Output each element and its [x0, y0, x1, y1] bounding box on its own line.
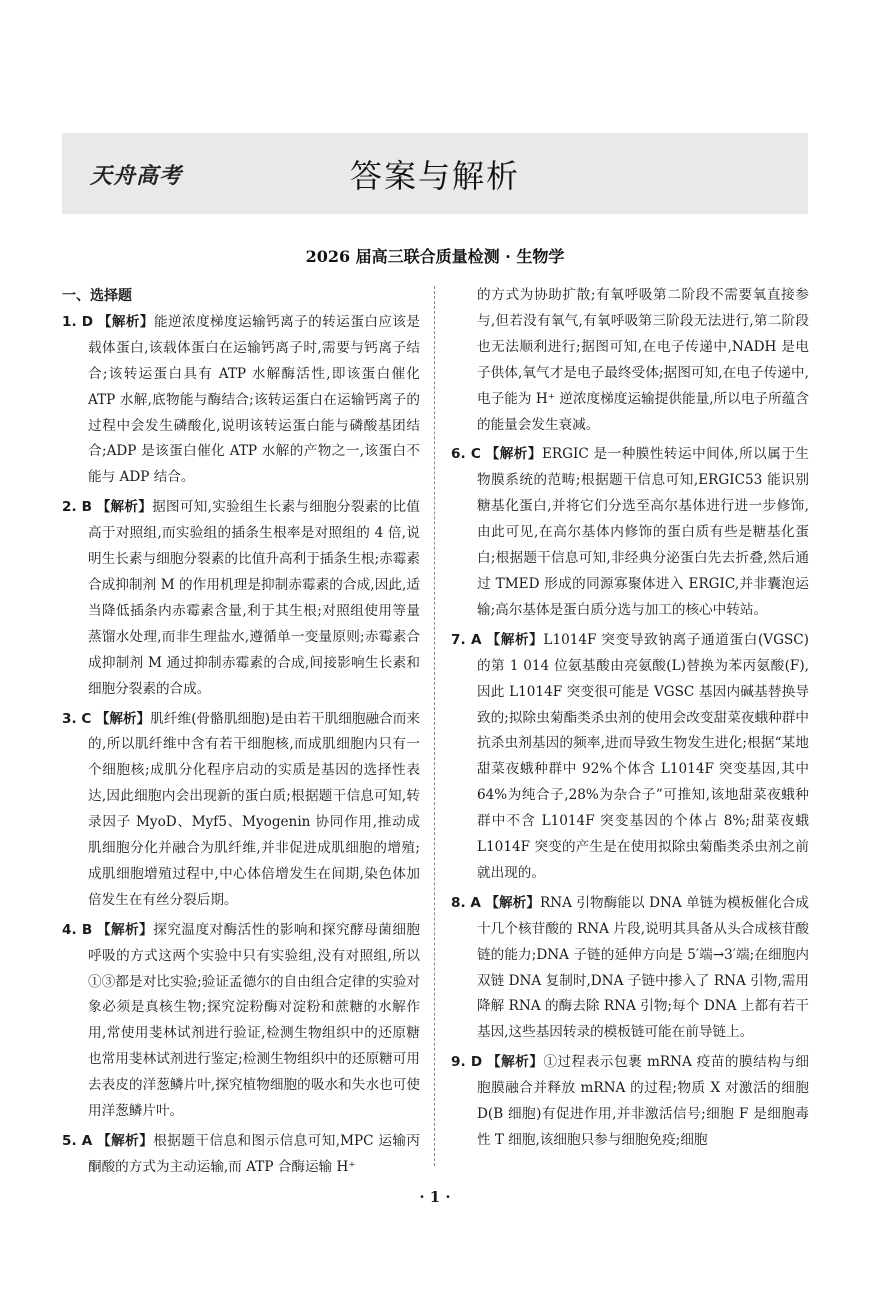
- answer-text: ERGIC 是一种膜性转运中间体,所以属于生物膜系统的范畴;根据题干信息可知,ERGIC53 能识别糖基化蛋白,并将它们分选至高尔基体进行进一步修饰,由此可见,在高尔基体内修饰的蛋白质有些是糖基化蛋白;根据题干信息可知,非经典分泌蛋白先去折叠,然后通过 TMED 形成的同源寡聚体进入 ERGIC,并非囊泡运输;高尔基体是蛋白质分选与加工的核心中转站。: [477, 446, 810, 618]
- analysis-tag: 【解析】: [487, 1054, 544, 1071]
- answer-text: 探究温度对酶活性的影响和探究酵母菌细胞呼吸的方式这两个实验中只有实验组,没有对照组,所以①③都是对比实验;验证孟德尔的自由组合定律的实验对象必须是真核生物;探究淀粉酶对淀粉和蔗糖的水解作用,常使用斐林试剂进行验证,检测生物组织中的还原糖也常用斐林试剂进行鉴定;检测生物组织中的还原糖可用去表皮的洋葱鳞片叶,探究植物细胞的吸水和失水也可使用洋葱鳞片叶。: [88, 921, 421, 1120]
- question-3: [62, 707, 420, 914]
- question-5: [62, 1129, 420, 1181]
- question-1: [62, 310, 420, 491]
- analysis-tag: 【解析】: [485, 446, 542, 463]
- right-column: [451, 283, 809, 1158]
- answer-text: 的方式为协助扩散;有氧呼吸第二阶段不需要氧直接参与,但若没有氧气,有氧呼吸第三阶段无法进行,第二阶段也无法顺利进行;据图可知,在电子传递中,NADH 是电子供体,氧气才是电子最终受体;据图可知,在电子传递中,电子能为 H⁺ 逆浓度梯度运输提供能量,所以电子所蕴含的能量会发生衰减。: [477, 287, 809, 433]
- answer-text: 肌纤维(骨骼肌细胞)是由若干肌细胞融合而来的,所以肌纤维中含有若干细胞核,而成肌细胞内只有一个细胞核;成肌分化程序启动的实质是基因的选择性表达,因此细胞内会出现新的蛋白质;根据题干信息可知,转录因子 MyoD、Myf5、Myogenin 协同作用,推动成肌细胞分化并融合为肌纤维,并非促进成肌细胞的增殖;成肌细胞增殖过程中,中心体倍增发生在间期,染色体加倍发生在有丝分裂后期。: [88, 710, 421, 908]
- question-number: 7. A: [451, 631, 482, 648]
- left-column: [62, 284, 420, 1185]
- answer-text: ①过程表示包裹 mRNA 疫苗的膜结构与细胞膜融合并释放 mRNA 的过程;物质 X 对激活的细胞 D(B 细胞)有促进作用,并非激活信号;细胞 F 是细胞毒性 T 细胞,该细胞只参与细胞免疫;细胞: [477, 1054, 810, 1148]
- question-number: 4. B: [62, 921, 93, 938]
- question-7: [451, 628, 809, 887]
- question-4: [62, 918, 420, 1125]
- answer-text: 能逆浓度梯度运输钙离子的转运蛋白应该是载体蛋白,该载体蛋白在运输钙离子时,需要与钙离子结合;该转运蛋白具有 ATP 水解酶活性,即该蛋白催化 ATP 水解,底物能与酶结合;该转运蛋白在运输钙离子的过程中会发生磷酸化,说明该转运蛋白能与磷酸基团结合;ADP 是该蛋白催化 ATP 水解的产物之一,该蛋白不能与 ADP 结合。: [88, 313, 421, 486]
- page-title: 答案与解析: [349, 157, 520, 195]
- analysis-tag: 【解析】: [96, 921, 154, 938]
- question-8: [451, 891, 809, 1046]
- question-9: [451, 1050, 809, 1154]
- question-number: 2. B: [62, 499, 92, 516]
- page-number: · 1 ·: [419, 1188, 451, 1206]
- analysis-tag: 【解析】: [95, 710, 151, 727]
- question-2: [62, 495, 420, 702]
- analysis-tag: 【解析】: [486, 631, 544, 648]
- question-number: 6. C: [451, 446, 481, 463]
- answer-text: RNA 引物酶能以 DNA 单链为模板催化合成十几个核苷酸的 RNA 片段,说明其具备从头合成核苷酸链的能力;DNA 子链的延伸方向是 5′端→3′端;在细胞内双链 DNA 复制时,DNA 子链中掺入了 RNA 引物,需用降解 RNA 的酶去除 RNA 引物;每个 DNA 上都有若干基因,这些基因转录的模板链可能在前导链上。: [477, 894, 809, 1041]
- question-number: 8. A: [451, 894, 481, 911]
- exam-subtitle: 2026 届高三联合质量检测 · 生物学: [305, 247, 565, 266]
- analysis-tag: 【解析】: [97, 1133, 154, 1149]
- question-number: 5. A: [62, 1133, 93, 1149]
- question-5-continued: [451, 283, 809, 438]
- question-number: 1. D: [62, 313, 94, 330]
- brand-logo: 天舟高考: [90, 164, 183, 189]
- question-number: 9. D: [451, 1054, 483, 1071]
- column-divider: [434, 286, 435, 1166]
- question-6: [451, 442, 809, 623]
- answer-text: L1014F 突变导致钠离子通道蛋白(VGSC)的第 1 014 位氨基酸由亮氨酸(L)替换为苯丙氨酸(F),因此 L1014F 突变很可能是 VGSC 基因内碱基替换导致的;拟除虫菊酯类杀虫剂的使用会改变甜菜夜蛾种群中抗杀虫剂基因的频率,进而导致生物发生进化;根据“某地甜菜夜蛾种群中 92%个体含 L1014F 突变基因,其中 64%为纯合子,28%为杂合子”可推知,该地甜菜夜蛾种群中不含 L1014F 突变基因的个体占 8%;甜菜夜蛾 L1014F 突变的产生是在使用拟除虫菊酯类杀虫剂之前就出现的。: [477, 631, 809, 881]
- question-number: 3. C: [62, 710, 92, 727]
- analysis-tag: 【解析】: [96, 499, 153, 516]
- analysis-tag: 【解析】: [485, 894, 541, 911]
- section-title: 一、选择题: [62, 288, 132, 304]
- answer-text: 据图可知,实验组生长素与细胞分裂素的比值高于对照组,而实验组的插条生根率是对照组的 4 倍,说明生长素与细胞分裂素的比值升高利于插条生根;赤霉素合成抑制剂 M 的作用机理是抑制赤霉素的合成,因此,适当降低插条内赤霉素含量,利于其生根;对照组使用等量蒸馏水处理,而非生理盐水,遵循单一变量原则;赤霉素合成抑制剂 M 通过抑制赤霉素的合成,间接影响生长素和细胞分裂素的合成。: [88, 499, 421, 697]
- header-banner: [62, 133, 808, 214]
- analysis-tag: 【解析】: [97, 313, 154, 330]
- answer-text: 根据题干信息和图示信息可知,MPC 运输丙酮酸的方式为主动运输,而 ATP 合酶运输 H⁺: [88, 1133, 420, 1175]
